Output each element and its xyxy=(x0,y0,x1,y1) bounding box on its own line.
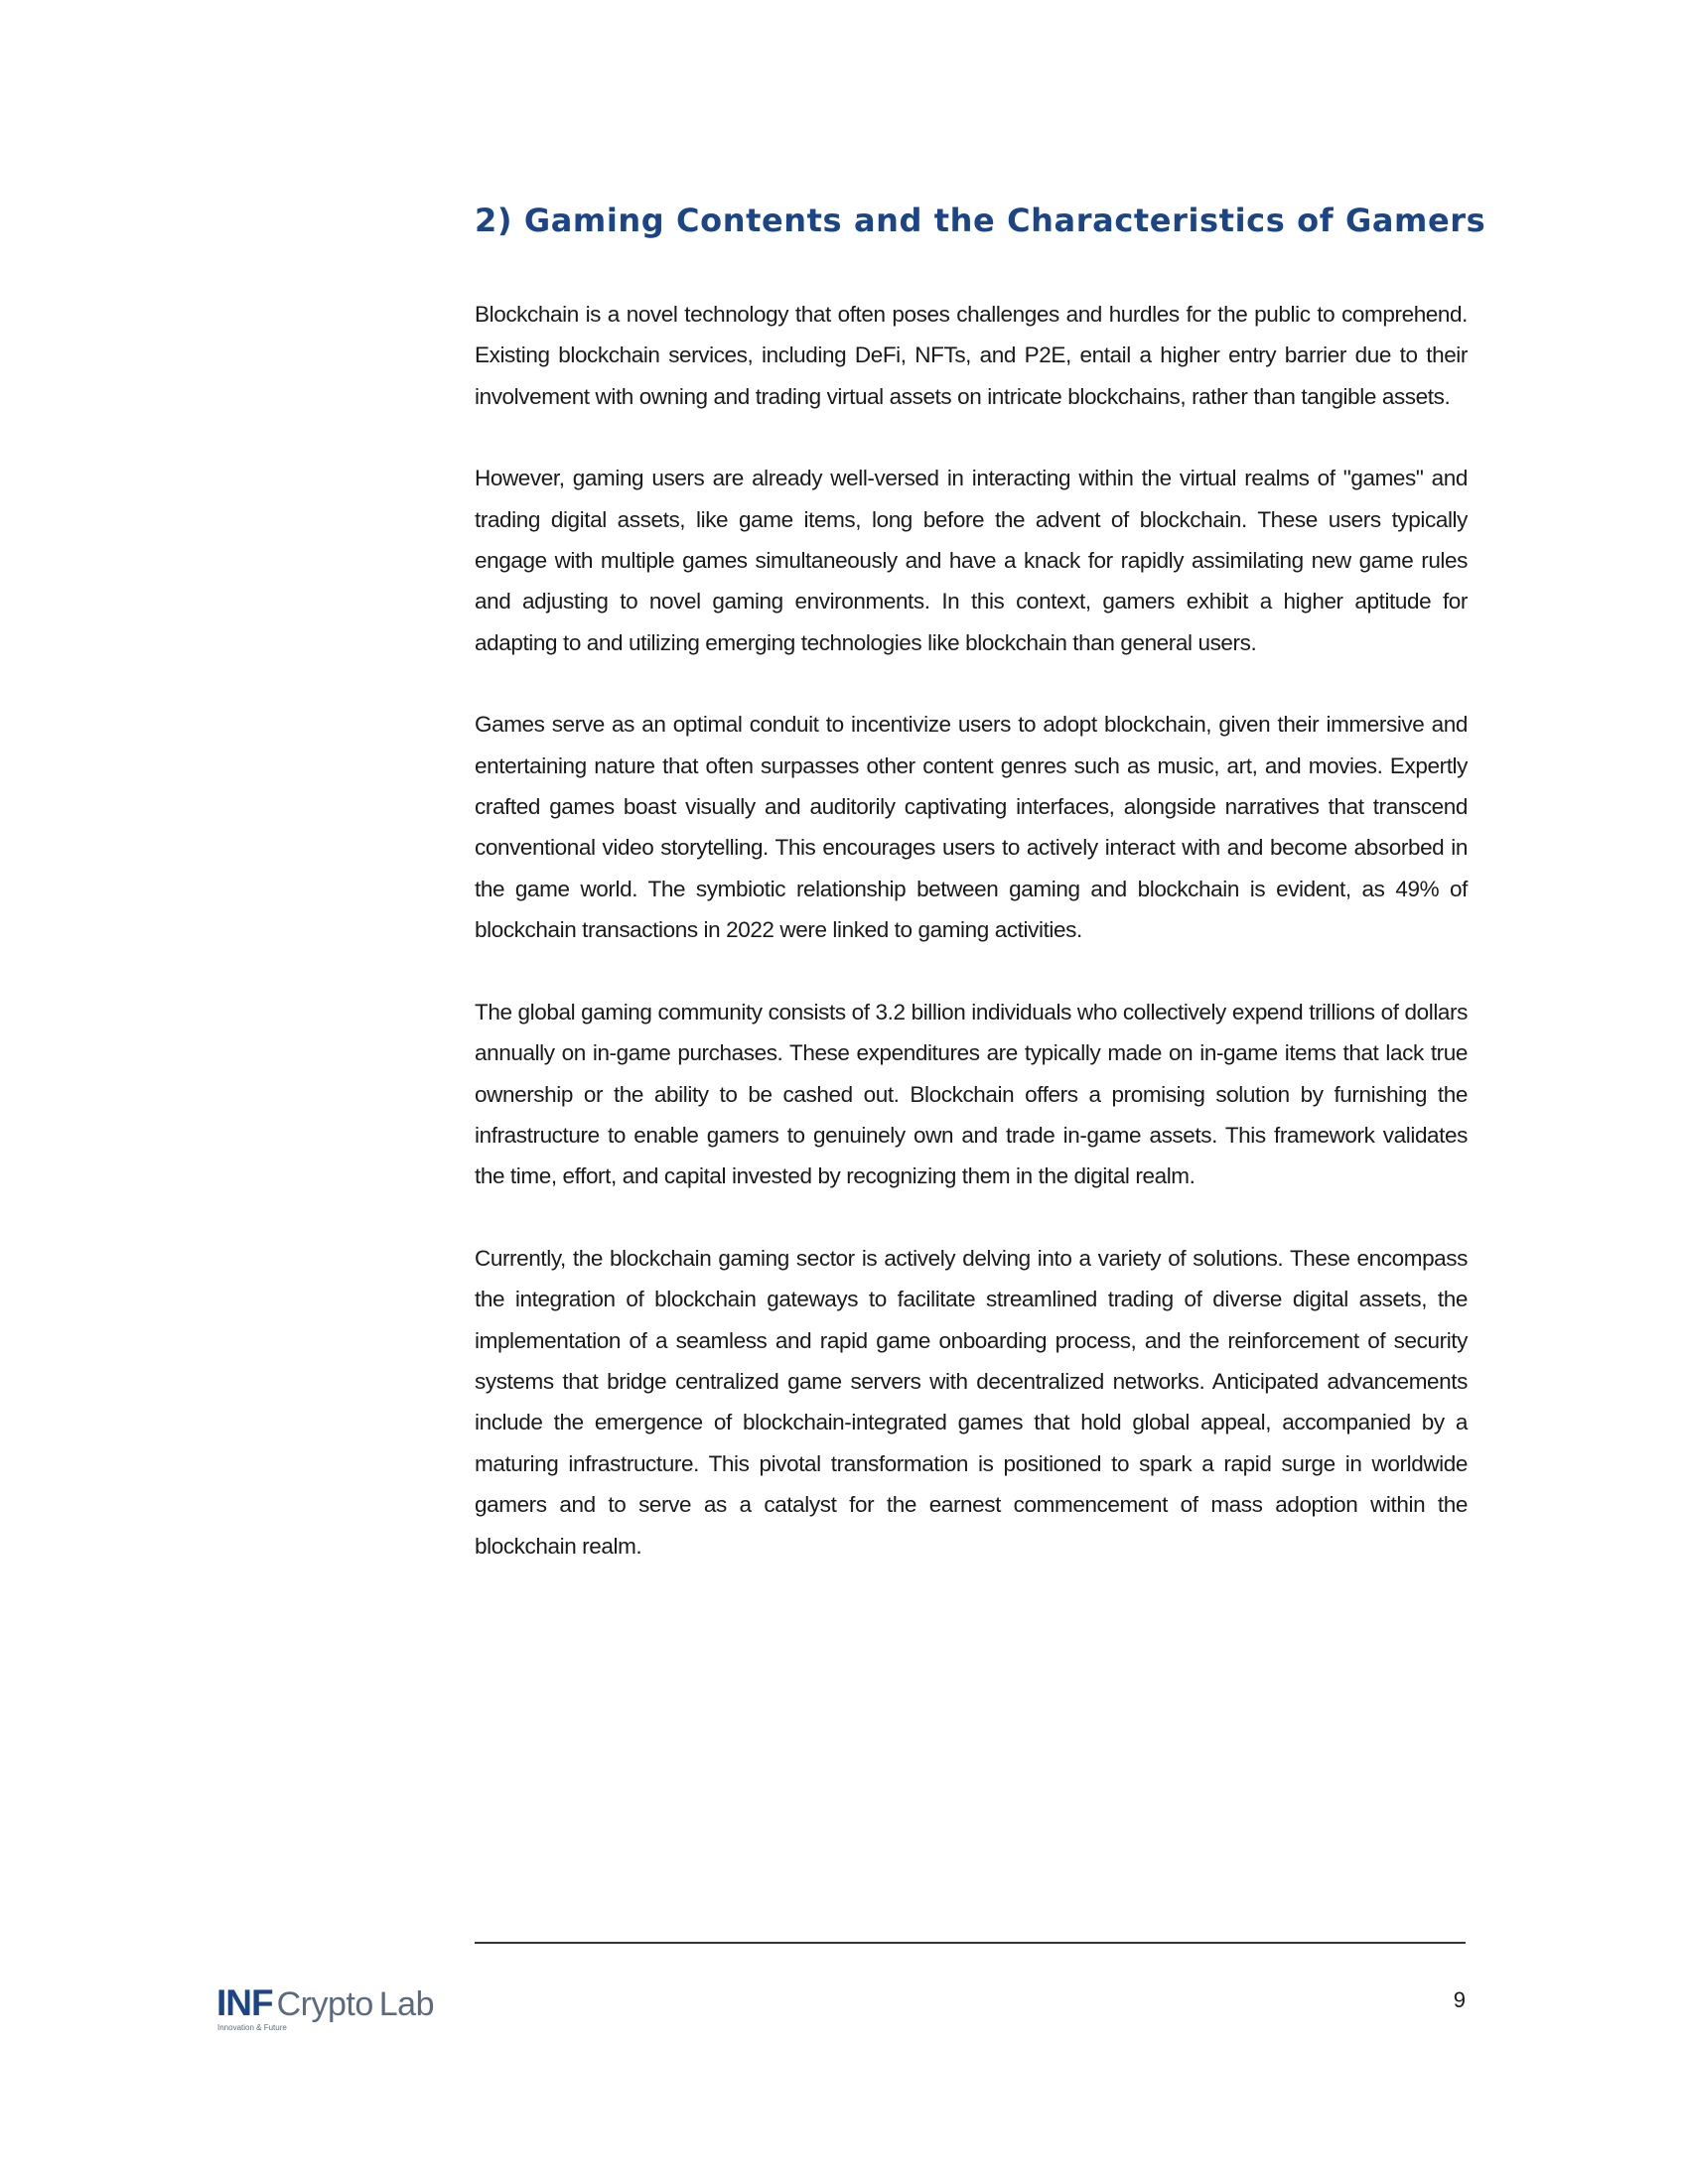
paragraph-5: Currently, the blockchain gaming sector is actively delving into a variety of solutions. These encompass the integration of blockchain gateways to facilitate streamlined trading of diverse digital assets, the implementation of a seamless and rapid game onboarding process, and the reinforcement of security systems that bridge centralized game servers with decentralized networks. Anticipated advancements include the emergence of blockchain-integrated games that hold global appeal, accompanied by a maturing infrastructure. This pivotal transformation is positioned to spark a rapid surge in worldwide gamers and to serve as a catalyst for the earnest commencement of mass adoption within the blockchain realm. xyxy=(475,1245,1468,1559)
logo-inf-text: INF xyxy=(216,1982,273,2023)
paragraph-1: Blockchain is a novel technology that often poses challenges and hurdles for the public to comprehend. Existing blockchain services, including DeFi, NFTs, and P2E, entail a higher entry barrier due to their involvement with owning and trading virtual assets on intricate blockchains, rather than tangible assets. xyxy=(475,302,1468,409)
logo-lab-text: Lab xyxy=(378,1985,434,2023)
logo-crypto-text: Crypto xyxy=(276,1985,373,2023)
footer-divider xyxy=(475,1942,1466,1944)
main-content xyxy=(475,195,1486,1607)
page-number: 9 xyxy=(1453,1987,1466,2012)
paragraph-4: The global gaming community consists of 3.2 billion individuals who collectively expend trillions of dollars annually on in-game purchases. These expenditures are typically made on in-game items that lack true ownership or the ability to be cashed out. Blockchain offers a promising solution by furnishing the infrastructure to enable gamers to genuinely own and trade in-game assets. This framework validates the time, effort, and capital invested by recognizing them in the digital realm. xyxy=(475,999,1468,1189)
section-title: 2) Gaming Contents and the Characteristics of Gamers xyxy=(475,202,1486,239)
paragraph-2: However, gaming users are already well-versed in interacting within the virtual realms of "games" and trading digital assets, like game items, long before the advent of blockchain. These users typically engage with multiple games simultaneously and have a knack for rapidly assimilating new game rules and adjusting to novel gaming environments. In this context, gamers exhibit a higher aptitude for adapting to and utilizing emerging technologies like blockchain than general users. xyxy=(475,466,1468,655)
inf-crypto-lab-logo xyxy=(216,1983,455,2035)
logo-tagline: Innovation & Future xyxy=(217,2023,287,2032)
paragraph-3: Games serve as an optimal conduit to incentivize users to adopt blockchain, given their immersive and entertaining nature that often surpasses other content genres such as music, art, and movies. Expertly crafted games boast visually and auditorily captivating interfaces, alongside narratives that transcend conventional video storytelling. This encourages users to actively interact with and become absorbed in the game world. The symbiotic relationship between gaming and blockchain is evident, as 49% of blockchain transactions in 2022 were linked to gaming activities. xyxy=(475,712,1468,943)
